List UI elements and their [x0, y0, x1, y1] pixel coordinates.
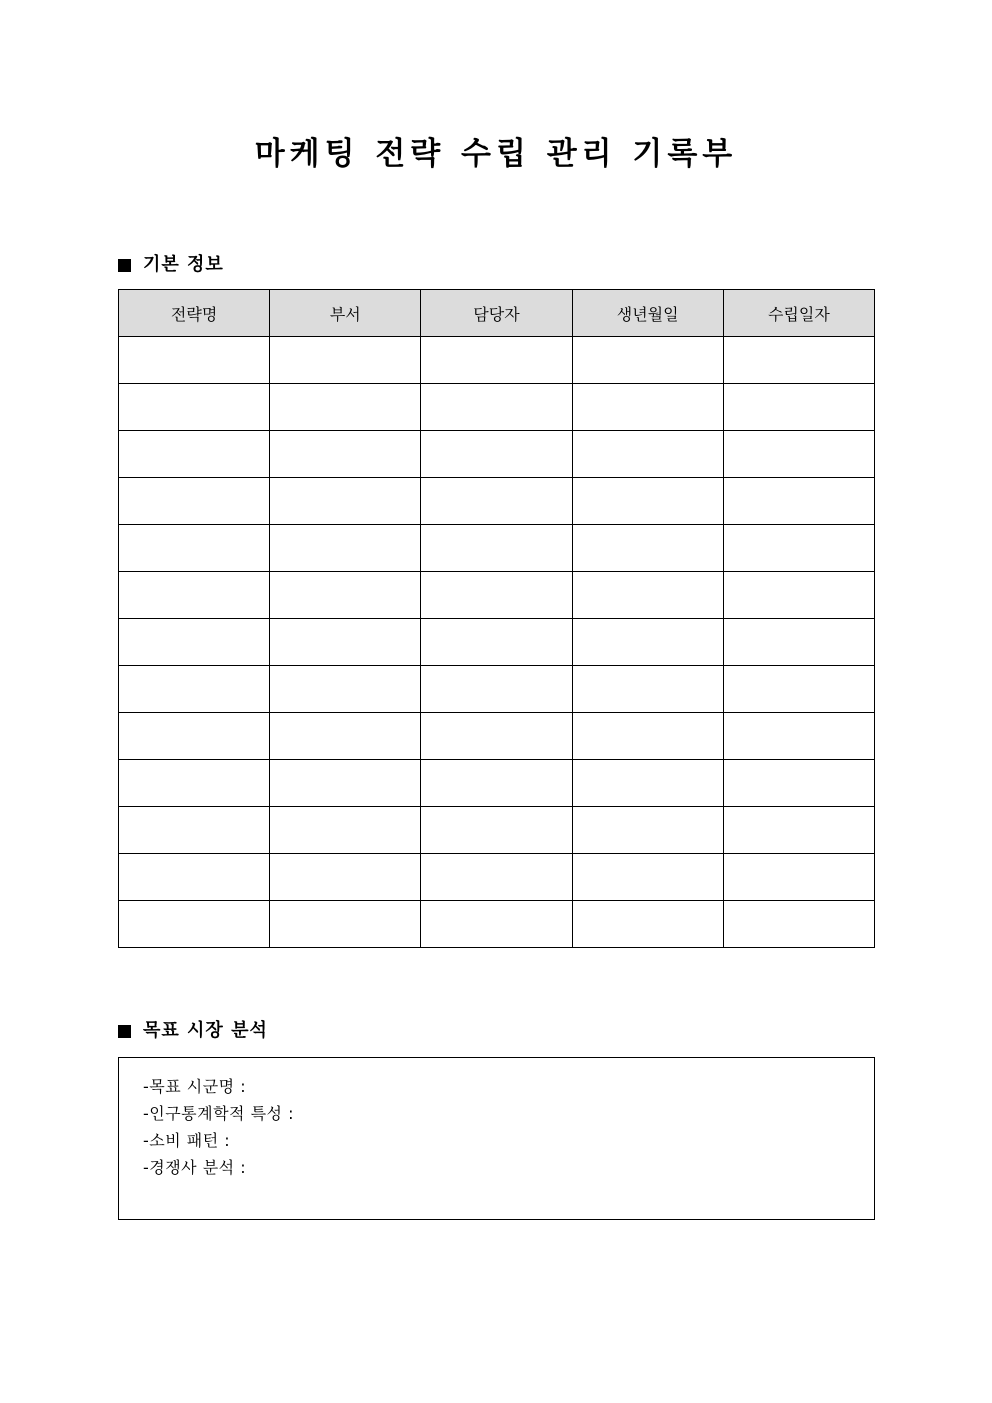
table-cell[interactable] — [723, 854, 874, 901]
column-header-established-date: 수립일자 — [723, 290, 874, 337]
column-header-birthdate: 생년월일 — [572, 290, 723, 337]
table-cell[interactable] — [723, 713, 874, 760]
table-row — [119, 478, 875, 525]
table-cell[interactable] — [572, 431, 723, 478]
column-header-strategy-name: 전략명 — [119, 290, 270, 337]
table-cell[interactable] — [270, 478, 421, 525]
section-heading-basic-info — [118, 252, 224, 278]
table-cell[interactable] — [270, 854, 421, 901]
table-cell[interactable] — [572, 384, 723, 431]
black-square-icon — [118, 259, 131, 272]
table-row — [119, 619, 875, 666]
table-row — [119, 384, 875, 431]
table-cell[interactable] — [270, 666, 421, 713]
table-cell[interactable] — [421, 572, 572, 619]
table-cell[interactable] — [421, 854, 572, 901]
table-cell[interactable] — [572, 525, 723, 572]
table-cell[interactable] — [119, 619, 270, 666]
table-cell[interactable] — [723, 431, 874, 478]
table-cell[interactable] — [119, 854, 270, 901]
table-cell[interactable] — [572, 478, 723, 525]
section-heading-label: 목표 시장 분석 — [143, 1020, 268, 1041]
table-header-row — [119, 290, 875, 337]
table-cell[interactable] — [723, 901, 874, 948]
table-row — [119, 666, 875, 713]
table-cell[interactable] — [119, 713, 270, 760]
table-cell[interactable] — [572, 337, 723, 384]
table-cell[interactable] — [119, 384, 270, 431]
table-row — [119, 713, 875, 760]
black-square-icon — [118, 1025, 131, 1038]
table-cell[interactable] — [119, 431, 270, 478]
table-row — [119, 572, 875, 619]
table-cell[interactable] — [119, 525, 270, 572]
table-cell[interactable] — [270, 619, 421, 666]
section-heading-label: 기본 정보 — [143, 254, 224, 275]
table-cell[interactable] — [421, 478, 572, 525]
analysis-line-demographics: -인구통계학적 특성 : — [143, 1104, 294, 1123]
table-cell[interactable] — [270, 901, 421, 948]
column-header-manager: 담당자 — [421, 290, 572, 337]
section-heading-market-analysis — [118, 1018, 268, 1044]
table-cell[interactable] — [119, 478, 270, 525]
table-cell[interactable] — [270, 807, 421, 854]
table-row — [119, 337, 875, 384]
table-row — [119, 901, 875, 948]
table-cell[interactable] — [572, 807, 723, 854]
table-cell[interactable] — [572, 666, 723, 713]
table-cell[interactable] — [572, 760, 723, 807]
table-cell[interactable] — [421, 525, 572, 572]
table-cell[interactable] — [421, 666, 572, 713]
table-cell[interactable] — [119, 572, 270, 619]
table-cell[interactable] — [723, 666, 874, 713]
analysis-line-competitor-analysis: -경쟁사 분석 : — [143, 1158, 247, 1177]
table-cell[interactable] — [723, 478, 874, 525]
analysis-line-consumption-pattern: -소비 패턴 : — [143, 1131, 231, 1150]
table-cell[interactable] — [572, 619, 723, 666]
basic-info-table — [118, 289, 875, 948]
table-cell[interactable] — [723, 384, 874, 431]
table-cell[interactable] — [270, 431, 421, 478]
table-cell[interactable] — [421, 713, 572, 760]
table-cell[interactable] — [270, 384, 421, 431]
document-title: 마케팅 전략 수립 관리 기록부 — [254, 136, 738, 172]
table-cell[interactable] — [421, 384, 572, 431]
table-cell[interactable] — [572, 854, 723, 901]
table-row — [119, 807, 875, 854]
table-cell[interactable] — [723, 525, 874, 572]
analysis-line-target-region: -목표 시군명 : — [143, 1077, 247, 1096]
table-row — [119, 431, 875, 478]
table-cell[interactable] — [119, 337, 270, 384]
market-analysis-box — [118, 1057, 875, 1220]
table-cell[interactable] — [119, 666, 270, 713]
table-cell[interactable] — [723, 619, 874, 666]
table-cell[interactable] — [421, 760, 572, 807]
table-cell[interactable] — [572, 572, 723, 619]
table-cell[interactable] — [270, 337, 421, 384]
table-cell[interactable] — [572, 713, 723, 760]
table-cell[interactable] — [119, 901, 270, 948]
table-row — [119, 854, 875, 901]
table-cell[interactable] — [421, 807, 572, 854]
table-cell[interactable] — [421, 619, 572, 666]
table-cell[interactable] — [723, 572, 874, 619]
table-cell[interactable] — [119, 807, 270, 854]
table-cell[interactable] — [723, 760, 874, 807]
table-cell[interactable] — [421, 337, 572, 384]
table-cell[interactable] — [723, 807, 874, 854]
column-header-department: 부서 — [270, 290, 421, 337]
table-row — [119, 760, 875, 807]
table-cell[interactable] — [270, 525, 421, 572]
table-cell[interactable] — [723, 337, 874, 384]
table-cell[interactable] — [119, 760, 270, 807]
table-row — [119, 525, 875, 572]
table-cell[interactable] — [270, 572, 421, 619]
table-cell[interactable] — [421, 431, 572, 478]
table-cell[interactable] — [421, 901, 572, 948]
table-cell[interactable] — [572, 901, 723, 948]
table-cell[interactable] — [270, 713, 421, 760]
table-cell[interactable] — [270, 760, 421, 807]
basic-info-table-body — [119, 337, 875, 948]
